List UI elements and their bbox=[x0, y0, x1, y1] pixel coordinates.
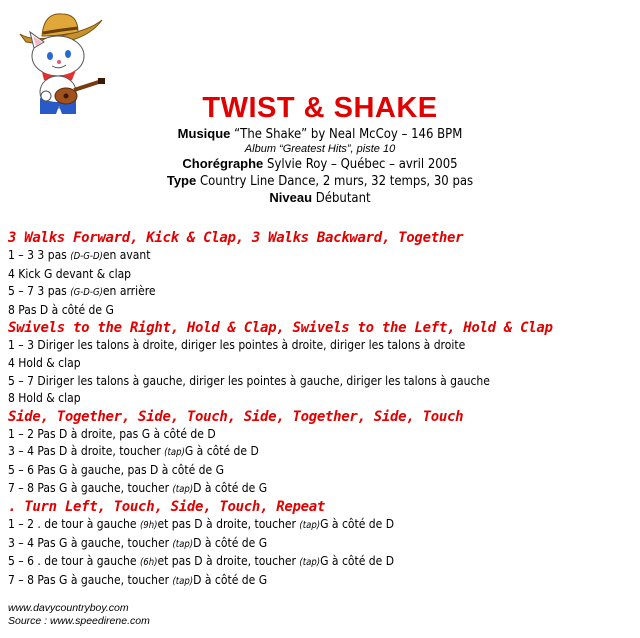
level-text: Débutant bbox=[315, 191, 371, 206]
step-row bbox=[8, 355, 636, 373]
step-text: 8 Pas D à côté de G bbox=[8, 302, 114, 317]
step-text: 8 Hold & clap bbox=[8, 391, 81, 406]
page-title: TWIST & SHAKE bbox=[202, 92, 438, 124]
step-text: 7 – 8 Pas G à gauche, toucher bbox=[8, 480, 173, 495]
step-text: 4 Hold & clap bbox=[8, 355, 81, 370]
step-cue: (tap) bbox=[172, 538, 194, 550]
step-text: 1 – 2 . de tour à gauche bbox=[8, 517, 140, 532]
step-text: 3 – 4 Pas D à droite, toucher bbox=[8, 444, 165, 459]
step-row bbox=[8, 337, 636, 355]
step-cue: (tap) bbox=[164, 447, 185, 459]
step-cue: (tap) bbox=[172, 575, 194, 587]
step-row bbox=[8, 426, 636, 444]
step-row bbox=[8, 283, 636, 302]
step-text: 1 – 2 Pas D à droite, pas G à côté de D bbox=[8, 426, 216, 441]
step-cue: (9h) bbox=[139, 520, 158, 532]
step-row bbox=[8, 480, 636, 499]
step-text: et pas D à droite, toucher bbox=[157, 517, 300, 532]
type-text: Country Line Dance, 2 murs, 32 temps, 30 pas bbox=[199, 174, 474, 189]
step-row bbox=[8, 516, 636, 535]
step-text: 5 – 6 Pas G à gauche, pas D à côté de G bbox=[8, 462, 224, 477]
step-text: 1 – 3 Diriger les talons à droite, diriger les pointes à droite, diriger les talons à droite bbox=[8, 338, 466, 353]
step-row bbox=[8, 443, 636, 462]
step-text: 5 – 7 Diriger les talons à gauche, diriger les pointes à gauche, diriger les talons à gauche bbox=[8, 373, 490, 388]
step-text: G à côté de D bbox=[320, 554, 395, 569]
step-sheet bbox=[8, 229, 636, 591]
music-line bbox=[0, 126, 640, 143]
section-title: Swivels to the Right, Hold & Clap, Swivels to the Left, Hold & Clap bbox=[8, 320, 553, 337]
step-text: G à côté de D bbox=[320, 517, 395, 532]
step-text: D à côté de G bbox=[193, 572, 268, 587]
step-cue: (tap) bbox=[172, 483, 194, 495]
section-title: Side, Together, Side, Touch, Side, Together, Side, Touch bbox=[8, 408, 464, 425]
step-text: D à côté de G bbox=[193, 535, 268, 550]
step-cue: (D-G-D) bbox=[70, 251, 103, 262]
step-cue: (tap) bbox=[299, 520, 321, 532]
step-row bbox=[8, 572, 636, 591]
music-text: “The Shake” by Neal McCoy – 146 BPM bbox=[234, 127, 463, 142]
step-text: en arrière bbox=[102, 284, 156, 299]
step-text: en avant bbox=[102, 248, 151, 262]
step-row bbox=[8, 535, 636, 554]
step-text: 5 – 6 . de tour à gauche bbox=[8, 554, 140, 569]
step-cue: (6h) bbox=[139, 557, 158, 569]
album-line: Album “Greatest Hits”, piste 10 bbox=[244, 143, 396, 155]
step-row bbox=[8, 553, 636, 572]
step-text: G à côté de D bbox=[184, 444, 259, 459]
step-text: 4 Kick G devant & clap bbox=[8, 266, 132, 281]
choreo-label: Chorégraphe bbox=[182, 156, 264, 171]
type-line bbox=[0, 173, 640, 190]
section-title: . Turn Left, Touch, Side, Touch, Repeat bbox=[8, 499, 326, 516]
step-text: 1 – 3 3 pas bbox=[8, 248, 71, 262]
footer-site[interactable]: www.davycountryboy.com bbox=[8, 602, 129, 614]
section-title: 3 Walks Forward, Kick & Clap, 3 Walks Backward, Together bbox=[8, 230, 464, 246]
step-cue: (G-D-G) bbox=[70, 287, 103, 299]
step-row bbox=[8, 373, 636, 391]
footer-source: Source : www.speedirene.com bbox=[8, 615, 150, 627]
step-row bbox=[8, 462, 636, 480]
step-text: 3 – 4 Pas G à gauche, toucher bbox=[8, 535, 173, 550]
level-line bbox=[0, 190, 640, 207]
type-label: Type bbox=[166, 173, 197, 188]
step-row bbox=[8, 247, 636, 266]
level-label: Niveau bbox=[269, 190, 313, 205]
step-row bbox=[8, 390, 636, 408]
step-row bbox=[8, 302, 636, 320]
step-text: 5 – 7 3 pas bbox=[8, 284, 71, 299]
choreo-line bbox=[0, 156, 640, 173]
step-text: 7 – 8 Pas G à gauche, toucher bbox=[8, 572, 173, 587]
step-row bbox=[8, 266, 636, 284]
dance-header bbox=[0, 92, 640, 207]
step-text: D à côté de G bbox=[193, 480, 268, 495]
footer bbox=[8, 602, 150, 628]
step-text: et pas D à droite, toucher bbox=[157, 554, 300, 569]
music-label: Musique bbox=[177, 126, 231, 141]
step-cue: (tap) bbox=[299, 557, 321, 569]
choreo-text: Sylvie Roy – Québec – avril 2005 bbox=[267, 157, 458, 172]
